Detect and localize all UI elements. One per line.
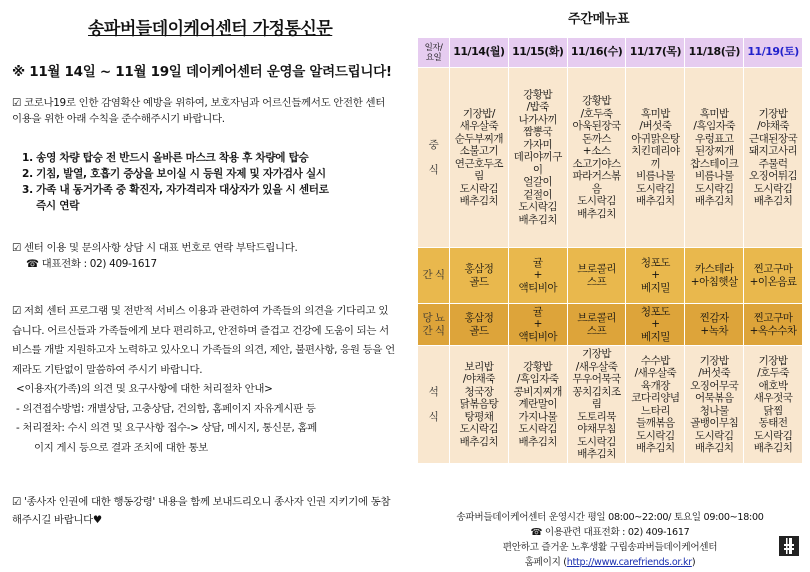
rules-list	[22, 150, 329, 214]
menu-cell: 찐감자 +녹차	[685, 304, 744, 346]
menu-cell: 기장밥 /야채죽 근대된장국 돼지고사리 주물럭 오징어튀김 도시락김 배추김치	[744, 68, 803, 248]
day-header: 11/15(화)	[508, 38, 567, 68]
menu-cell: 홍삼정 골드	[450, 248, 509, 304]
dinner-row	[418, 346, 803, 464]
homepage-link[interactable]: http://www.carefriends.or.kr	[566, 557, 692, 568]
snack-row	[418, 248, 803, 304]
feedback-heading: <이용자(가족)의 의견 및 요구사항에 대한 처리절차 안내>	[16, 383, 273, 395]
qr-code-icon	[779, 536, 799, 556]
footer	[417, 510, 803, 570]
menu-cell: 청포도 + 베지밀	[626, 304, 685, 346]
rule-item: 2. 기침, 발열, 호흡기 증상을 보이실 시 등원 자제 및 자가검사 실시	[22, 168, 326, 180]
menu-cell: 청포도 + 베지밀	[626, 248, 685, 304]
row-label: 당 뇨 간 식	[418, 304, 450, 346]
menu-cell: 기장밥/ 새우살죽 순두부찌개 소불고기 연근호두조림 도시락김 배추김치	[450, 68, 509, 248]
menu-cell: 브로콜리 스프	[567, 304, 626, 346]
menu-cell: 카스테라 +아침햇살	[685, 248, 744, 304]
contact-phone: ☎ 대표전화 : 02) 409-1617	[26, 258, 157, 270]
feedback-method: - 의견접수방법: 개별상담, 고충상담, 건의함, 홈페이지 자유게시판 등	[16, 402, 316, 415]
feedback-section	[12, 302, 396, 458]
menu-cell: 수수밥 /새우살죽 육개장 코다리양념 느타리 들깨볶음 도시락김 배추김치	[626, 346, 685, 464]
operation-notice: ※ 11월 14일 ~ 11월 19일 데이케어센터 운영을 알려드립니다!	[12, 64, 392, 80]
contact-text: ☑ 센터 이용 및 문의사항 상담 시 대표 번호로 연락 부탁드립니다.	[12, 242, 298, 254]
diabetic-snack-row	[418, 304, 803, 346]
menu-cell: 강황밥 /밥죽 나가사끼 짬뽕국 가자미 데리야끼구이 얼갈이 겉절이 도시락김 배추김치	[508, 68, 567, 248]
day-header: 11/16(수)	[567, 38, 626, 68]
menu-header-row	[418, 38, 803, 68]
menu-cell: 홍삼정 골드	[450, 304, 509, 346]
menu-title: 주간메뉴표	[568, 12, 630, 27]
operating-hours: 송파버들데이케어센터 운영시간 평일 08:00~22:00/ 토요일 09:00~18:00	[456, 512, 764, 523]
rule-item: 즉시 연락	[36, 200, 80, 212]
menu-cell: 기장밥 /버섯죽 오징어무국 어묵볶음 청나물 골뱅이무침 도시락김 배추김치	[685, 346, 744, 464]
menu-cell: 기장밥 /호두죽 애호박 새우젓국 닭찜 동태전 도시락김 배추김치	[744, 346, 803, 464]
homepage-end: )	[691, 557, 696, 568]
footer-phone: ☎ 이용관련 대표전화 : 02) 409-1617	[530, 527, 690, 538]
day-header: 11/18(금)	[685, 38, 744, 68]
feedback-process-cont: 이지 게시 등으로 결과 조치에 대한 통보	[34, 441, 208, 454]
row-label: 중 식	[418, 68, 450, 248]
lunch-row	[418, 68, 803, 248]
homepage-line	[417, 555, 803, 570]
menu-cell: 보리밥 /야채죽 청국장 닭볶음탕 탕평채 도시락김 배추김치	[450, 346, 509, 464]
day-header-saturday: 11/19(토)	[744, 38, 803, 68]
page-title: 송파버들데이케어센터 가정통신문	[88, 19, 333, 39]
menu-cell: 강황밥 /호두죽 아욱된장국 돈까스 +소스 소고기야스 파라거스볶음 도시락김 배추김치	[567, 68, 626, 248]
closing-note: ☑ '종사자 인권에 대한 행동강령' 내용을 함께 보내드리오니 종사자 인권 지키기에 동참해주시길 바랍니다♥	[12, 496, 391, 526]
footer-slogan: 편안하고 즐거운 노후생활 구립송파버들데이케어센터	[502, 542, 718, 553]
covid-intro: ☑ 코로나19로 인한 감염확산 예방을 위하여, 보호자님과 어르신들께서도 안전한 센터 이용을 위한 아래 수칙을 준수해주시기 바랍니다.	[12, 97, 385, 125]
homepage-label: 홈페이지 (	[524, 557, 567, 568]
menu-cell: 귤 + 액티비아	[508, 248, 567, 304]
rule-item: 1. 송영 차량 탑승 전 반드시 올바른 마스크 착용 후 차량에 탑승	[22, 152, 309, 164]
row-label: 간 식	[418, 248, 450, 304]
weekly-menu-table	[417, 37, 803, 464]
menu-cell: 강황밥 /흑임자죽 콩비지찌개 계란말이 가지나물 도시락김 배추김치	[508, 346, 567, 464]
menu-cell: 기장밥 /새우살죽 무우어묵국 꽁치김치조림 도토리묵 야채무침 도시락김 배추김치	[567, 346, 626, 464]
menu-cell: 찐고구마 +옥수수차	[744, 304, 803, 346]
menu-cell: 흑미밥 /버섯죽 아귀맑은탕 치킨데리야끼 비름나물 도시락김 배추김치	[626, 68, 685, 248]
day-header: 11/14(월)	[450, 38, 509, 68]
feedback-text: ☑ 저희 센터 프로그램 및 전반적 서비스 이용과 관련하여 가족들의 의견을 기다리고 있습니다. 어르신들과 가족들에게 보다 편리하고, 안전하며 즐겁고 건강에 도움이 되는 서비스를 개발 지원하고자 노력하고 있사오니 가족들의 의견, 제안, 불편사항, 응원 등을 언제라도 기탄없이 말씀하여 주시기 바랍니다.	[12, 305, 395, 376]
day-header: 11/17(목)	[626, 38, 685, 68]
menu-cell: 브로콜리 스프	[567, 248, 626, 304]
contact-section	[12, 240, 392, 272]
feedback-process: - 처리절차: 수시 의견 및 요구사항 접수-> 상담, 메시지, 통신문, 홈페	[16, 422, 317, 434]
row-label: 석 식	[418, 346, 450, 464]
rule-item: 3. 가족 내 동거가족 중 확진자, 자가격리자 대상자가 있을 시 센터로	[22, 184, 329, 196]
menu-cell: 귤 + 액티비아	[508, 304, 567, 346]
menu-cell: 흑미밥 /흑임자죽 우렁표고 된장찌개 찹스테이크 비름나물 도시락김 배추김치	[685, 68, 744, 248]
corner-label: 일자/ 요일	[418, 38, 450, 68]
menu-cell: 찐고구마 +이온음료	[744, 248, 803, 304]
